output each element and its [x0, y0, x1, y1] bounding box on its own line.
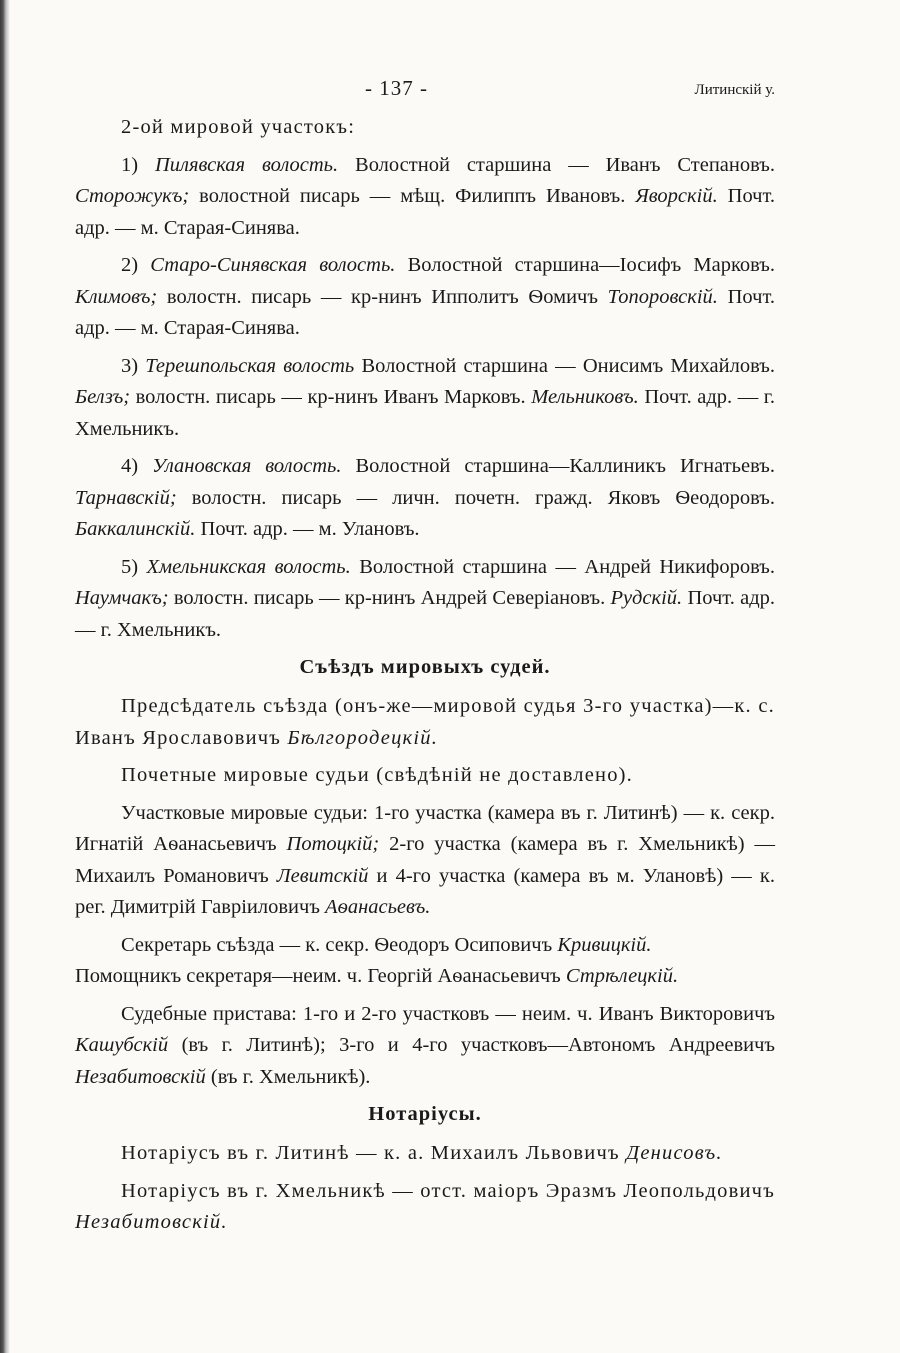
- heading-congress-of-justices: Съѣздъ мировыхъ судей.: [299, 656, 551, 678]
- running-title: Литинскій у.: [694, 82, 775, 98]
- paragraph-honorary-justices: Почетные мировые судьи (свѣдѣній не доставлено).: [121, 764, 634, 786]
- section-title-2nd-district: 2-ой мировой участокъ:: [121, 116, 356, 138]
- paragraph-chairman: Предсѣдатель съѣзда (онъ-же—мировой судья 3-го участка)—к. с. Иванъ Ярославовичъ Бѣлгородецкій.: [75, 695, 775, 749]
- paragraph-bailiffs: Судебные пристава: 1-го и 2-го участковъ — неим. ч. Иванъ Викторовичъ Кашубскій (въ г. Литинѣ); 3-го и 4-го участковъ—Автономъ Андреевичъ Незабитовскій (въ г. Хмельникѣ).: [75, 1002, 776, 1088]
- running-header: [75, 72, 775, 112]
- paragraph-assistant-secretary: Помощникъ секретаря—неим. ч. Георгій Аѳанасьевичъ Стрѣлецкій.: [75, 965, 679, 987]
- paragraph-volost-2: 2) Старо-Синявская волость. Волостной старшина—Іосифъ Марковъ. Климовъ; волостн. писарь — кр-нинъ Ипполитъ Ѳомичъ Топоровскій. Почт. адр. — м. Старая-Синява.: [75, 254, 776, 339]
- paragraph-volost-5: 5) Хмельникская волость. Волостной старшина — Андрей Никифоровъ. Наумчакъ; волостн. писарь — кр-нинъ Андрей Северіановъ. Рудскій. Почт. адр. — г. Хмельникъ.: [75, 555, 775, 641]
- paragraph-notary-khmelnik: Нотаріусъ въ г. Хмельникѣ — отст. маіоръ Эразмъ Леопольдовичъ Незабитовскій.: [75, 1179, 775, 1233]
- paragraph-district-justices: Участковые мировые судьи: 1-го участка (камера въ г. Литинѣ) — к. секр. Игнатій Аѳанасьевичъ Потоцкій; 2-го участка (камера въ г. Хмельникѣ) — Михаилъ Романовичъ Левитскій и 4-го участка (камера въ м. Улановѣ) — к. рег. Димитрій Гавріиловичъ Аѳанасьевъ.: [75, 801, 776, 918]
- paragraph-secretary: Секретарь съѣзда — к. секр. Ѳеодоръ Осиповичъ Кривицкій.: [121, 933, 652, 956]
- paragraph-volost-4: 4) Улановская волость. Волостной старшина—Каллиникъ Игнатьевъ. Тарнавскій; волостн. писарь — личн. почетн. гражд. Яковъ Ѳеодоровъ. Баккалинскій. Почт. адр. — м. Улановъ.: [75, 455, 776, 540]
- paragraph-volost-1: 1) Пилявская волость. Волостной старшина — Иванъ Степановъ. Сторожукъ; волостной писарь — мѣщ. Филиппъ Ивановъ. Яворскій. Почт. адр. — м. Старая-Синява.: [75, 153, 776, 239]
- page-binding-edge: [0, 0, 10, 1353]
- document-page: [75, 72, 775, 1239]
- paragraph-notary-litin: Нотаріусъ въ г. Литинѣ — к. а. Михаилъ Львовичъ Денисовъ.: [121, 1142, 723, 1164]
- paragraph-volost-3: 3) Терешпольская волость Волостной старшина — Онисимъ Михайловъ. Белзъ; волостн. писарь — кр-нинъ Иванъ Марковъ. Мельниковъ. Почт. адр. — г. Хмельникъ.: [75, 354, 776, 440]
- heading-notaries: Нотаріусы.: [368, 1103, 482, 1125]
- page-number: - 137 -: [365, 76, 428, 100]
